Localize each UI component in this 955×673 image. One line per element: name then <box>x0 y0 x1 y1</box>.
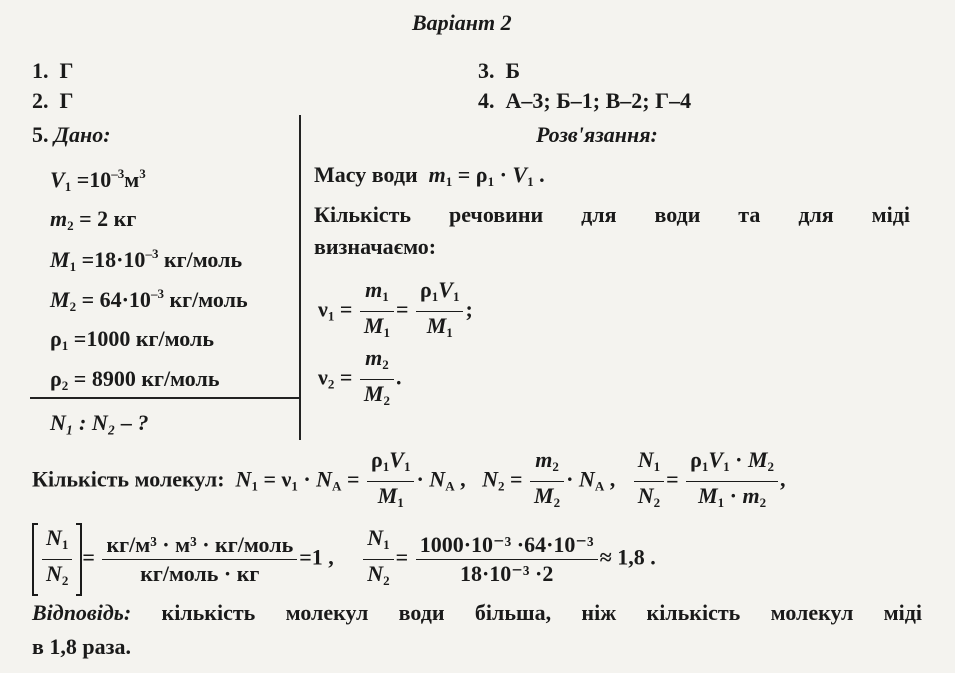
given-header: 5. Дано: <box>32 122 111 147</box>
given-m2: $m_2 = 2$ кг <box>50 206 137 233</box>
formula-nu1: $\nu_1$ = $\frac{m_1}{M_1}$ = $\frac{\rho_1V_1}{M_1}$ ; <box>318 277 473 340</box>
numeric-fraction: $\frac{\text{1000·10⁻³ ·64·10⁻³}}{\text{18·10⁻³ ·2}}$ <box>416 531 598 588</box>
answer-2: 2. Г <box>32 88 74 113</box>
solution-header: Розв'язання: <box>536 122 658 147</box>
unit-bracket: $\frac{N_1}{N_2}$ <box>32 524 82 595</box>
answer-line-1: Відповідь: кількість молекул води більша, ніж кількість молекул міді <box>32 600 922 625</box>
solution-line-1: Масу води $m_1 = \rho_1 \cdot V_1$ . <box>314 162 545 189</box>
answer-4: 4. А–3; Б–1; В–2; Г–4 <box>478 88 692 113</box>
answer-3: 3. Б <box>478 58 521 83</box>
given-rho1: $\rho_1 =1000$ кг/моль <box>50 326 214 353</box>
find-question: N₁ : N₂ – ? <box>50 410 149 435</box>
units-numeric-line: $\frac{N_1}{N_2}$ = $\frac{\text{кг/м³ · м³ · кг/моль}}{\text{кг/моль · кг}}$ =1 , $\frac{N_1}{N_2}$ = $\frac{\text{1000·10⁻³ ·64·10⁻³}}{\text{18·10⁻³ ·2}}$ ≈ 1,8 . <box>32 524 656 595</box>
given-divider <box>30 397 301 399</box>
molecules-line: Кількість молекул: $N_1 = \nu_1 \cdot N_A$ = $\frac{\rho_1V_1}{M_1}$ · $N_A$ , $N_2$ = $\frac{m_2}{M_2}$ · $N_A$ , $\frac{N_1}{N_2}$ = $\frac{\rho_1V_1 \cdot M_2}{M_1 \cdot m_2}$ , <box>32 447 786 510</box>
given-M2: $M_2 = 64\cdot 10^{-3}$ кг/моль <box>50 286 248 314</box>
answer-line-2: в 1,8 раза. <box>32 634 131 659</box>
solution-line-3: визначаємо: <box>314 234 437 259</box>
given-M1: $M_1 =18\cdot 10^{-3}$ кг/моль <box>50 246 243 274</box>
page-title: Варіант 2 <box>412 10 512 35</box>
given-v1: $V_1 =10^{-3}м^3$ <box>50 166 146 194</box>
units-fraction: $\frac{\text{кг/м³ · м³ · кг/моль}}{\text{кг/моль · кг}}$ <box>102 531 297 588</box>
given-rho2: $\rho_2 = 8900$ кг/моль <box>50 366 220 393</box>
given-separator <box>299 115 301 440</box>
formula-nu2: $\nu_2$ = $\frac{m_2}{M_2}$ . <box>318 345 402 408</box>
solution-line-2: Кількість речовини для води та для міді <box>314 202 910 227</box>
answer-1: 1. Г <box>32 58 74 83</box>
